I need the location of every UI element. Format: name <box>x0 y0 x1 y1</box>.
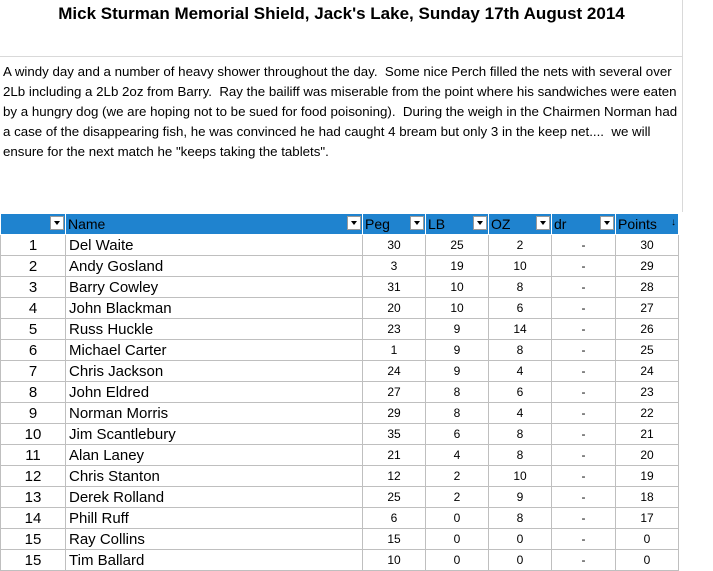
points-cell: 23 <box>616 382 679 403</box>
points-cell: 18 <box>616 487 679 508</box>
oz-cell: 6 <box>489 382 552 403</box>
table-row <box>1 340 679 361</box>
peg-cell: 21 <box>363 445 426 466</box>
table-row <box>1 445 679 466</box>
peg-cell: 31 <box>363 277 426 298</box>
peg-cell: 20 <box>363 298 426 319</box>
peg-cell: 35 <box>363 424 426 445</box>
dr-cell: - <box>552 277 616 298</box>
dr-cell: - <box>552 529 616 550</box>
oz-cell: 8 <box>489 277 552 298</box>
angler-name-cell: Jim Scantlebury <box>66 424 363 445</box>
dr-cell: - <box>552 256 616 277</box>
oz-cell: 10 <box>489 466 552 487</box>
points-cell: 24 <box>616 361 679 382</box>
angler-name-cell: John Eldred <box>66 382 363 403</box>
match-description: A windy day and a number of heavy shower throughout the day. Some nice Perch filled the nets with several over 2Lb including a 2Lb 2oz from Barry. Ray the bailiff was miserable from the point where his sandwiches were eaten by a hungry dog (we are hoping not to be sued for food poisoning). During the weigh in the Chairmen Norman had a case of the disappearing fish, he was convinced he had caught 4 bream but only 3 in the keep net.... we will ensure for the next match he "keeps taking the tablets". <box>3 64 681 159</box>
lb-cell: 6 <box>426 424 489 445</box>
points-cell: 27 <box>616 298 679 319</box>
position-cell: 14 <box>1 508 66 529</box>
oz-cell: 8 <box>489 445 552 466</box>
oz-cell: 10 <box>489 256 552 277</box>
angler-name-cell: Ray Collins <box>66 529 363 550</box>
column-header-lb: LB <box>426 214 489 235</box>
table-row <box>1 277 679 298</box>
peg-cell: 27 <box>363 382 426 403</box>
dr-cell: - <box>552 466 616 487</box>
table-header-row <box>1 214 679 235</box>
peg-cell: 29 <box>363 403 426 424</box>
dr-cell: - <box>552 298 616 319</box>
table-row <box>1 424 679 445</box>
peg-cell: 23 <box>363 319 426 340</box>
angler-name-cell: John Blackman <box>66 298 363 319</box>
position-cell: 8 <box>1 382 66 403</box>
column-header-name: Name <box>66 214 363 235</box>
dr-cell: - <box>552 487 616 508</box>
dr-cell: - <box>552 361 616 382</box>
position-cell: 12 <box>1 466 66 487</box>
position-cell: 13 <box>1 487 66 508</box>
lb-cell: 0 <box>426 508 489 529</box>
oz-cell: 0 <box>489 550 552 571</box>
angler-name-cell: Russ Huckle <box>66 319 363 340</box>
angler-name-cell: Del Waite <box>66 235 363 256</box>
filter-dropdown-icon[interactable] <box>473 216 487 230</box>
angler-name-cell: Michael Carter <box>66 340 363 361</box>
oz-cell: 4 <box>489 403 552 424</box>
table-row <box>1 298 679 319</box>
position-cell: 15 <box>1 529 66 550</box>
filter-dropdown-icon[interactable] <box>600 216 614 230</box>
position-cell: 2 <box>1 256 66 277</box>
dr-cell: - <box>552 319 616 340</box>
lb-cell: 2 <box>426 466 489 487</box>
filter-dropdown-icon[interactable] <box>410 216 424 230</box>
lb-cell: 4 <box>426 445 489 466</box>
table-row <box>1 550 679 571</box>
points-cell: 19 <box>616 466 679 487</box>
dr-cell: - <box>552 550 616 571</box>
lb-cell: 0 <box>426 550 489 571</box>
oz-cell: 14 <box>489 319 552 340</box>
dr-cell: - <box>552 382 616 403</box>
angler-name-cell: Alan Laney <box>66 445 363 466</box>
points-cell: 21 <box>616 424 679 445</box>
dr-cell: - <box>552 424 616 445</box>
points-cell: 17 <box>616 508 679 529</box>
lb-cell: 9 <box>426 361 489 382</box>
points-cell: 0 <box>616 529 679 550</box>
lb-cell: 9 <box>426 319 489 340</box>
dr-cell: - <box>552 340 616 361</box>
filter-dropdown-icon[interactable] <box>536 216 550 230</box>
position-cell: 4 <box>1 298 66 319</box>
dr-cell: - <box>552 403 616 424</box>
table-row <box>1 508 679 529</box>
position-cell: 11 <box>1 445 66 466</box>
table-row <box>1 403 679 424</box>
page-title: Mick Sturman Memorial Shield, Jack's Lake, Sunday 17th August 2014 <box>58 4 625 23</box>
points-cell: 20 <box>616 445 679 466</box>
points-cell: 28 <box>616 277 679 298</box>
peg-cell: 1 <box>363 340 426 361</box>
oz-cell: 4 <box>489 361 552 382</box>
points-cell: 30 <box>616 235 679 256</box>
oz-cell: 6 <box>489 298 552 319</box>
oz-cell: 9 <box>489 487 552 508</box>
table-row <box>1 235 679 256</box>
peg-cell: 3 <box>363 256 426 277</box>
position-cell: 3 <box>1 277 66 298</box>
table-row <box>1 529 679 550</box>
oz-cell: 2 <box>489 235 552 256</box>
peg-cell: 24 <box>363 361 426 382</box>
lb-cell: 2 <box>426 487 489 508</box>
oz-cell: 8 <box>489 424 552 445</box>
oz-cell: 8 <box>489 340 552 361</box>
filter-dropdown-icon[interactable] <box>50 216 64 230</box>
angler-name-cell: Chris Jackson <box>66 361 363 382</box>
points-cell: 26 <box>616 319 679 340</box>
position-cell: 7 <box>1 361 66 382</box>
points-cell: 25 <box>616 340 679 361</box>
column-header-points: Points ↓ <box>616 214 679 235</box>
points-cell: 29 <box>616 256 679 277</box>
column-header-position <box>1 214 66 235</box>
lb-cell: 10 <box>426 277 489 298</box>
position-cell: 1 <box>1 235 66 256</box>
angler-name-cell: Norman Morris <box>66 403 363 424</box>
lb-cell: 8 <box>426 403 489 424</box>
points-cell: 22 <box>616 403 679 424</box>
peg-cell: 25 <box>363 487 426 508</box>
column-header-dr: dr <box>552 214 616 235</box>
table-row <box>1 487 679 508</box>
points-cell: 0 <box>616 550 679 571</box>
oz-cell: 8 <box>489 508 552 529</box>
peg-cell: 15 <box>363 529 426 550</box>
position-cell: 10 <box>1 424 66 445</box>
angler-name-cell: Chris Stanton <box>66 466 363 487</box>
table-row <box>1 361 679 382</box>
position-cell: 6 <box>1 340 66 361</box>
position-cell: 15 <box>1 550 66 571</box>
position-cell: 5 <box>1 319 66 340</box>
lb-cell: 8 <box>426 382 489 403</box>
oz-cell: 0 <box>489 529 552 550</box>
table-row <box>1 466 679 487</box>
filter-dropdown-icon[interactable] <box>347 216 361 230</box>
results-table <box>0 213 679 571</box>
angler-name-cell: Barry Cowley <box>66 277 363 298</box>
peg-cell: 12 <box>363 466 426 487</box>
peg-cell: 30 <box>363 235 426 256</box>
angler-name-cell: Derek Rolland <box>66 487 363 508</box>
peg-cell: 10 <box>363 550 426 571</box>
lb-cell: 0 <box>426 529 489 550</box>
angler-name-cell: Andy Gosland <box>66 256 363 277</box>
lb-cell: 19 <box>426 256 489 277</box>
sort-descending-icon[interactable]: ↓ <box>671 217 676 228</box>
lb-cell: 10 <box>426 298 489 319</box>
table-row <box>1 319 679 340</box>
angler-name-cell: Tim Ballard <box>66 550 363 571</box>
table-row <box>1 382 679 403</box>
angler-name-cell: Phill Ruff <box>66 508 363 529</box>
peg-cell: 6 <box>363 508 426 529</box>
lb-cell: 9 <box>426 340 489 361</box>
dr-cell: - <box>552 235 616 256</box>
column-header-peg: Peg <box>363 214 426 235</box>
table-row <box>1 256 679 277</box>
dr-cell: - <box>552 445 616 466</box>
column-header-oz: OZ <box>489 214 552 235</box>
lb-cell: 25 <box>426 235 489 256</box>
dr-cell: - <box>552 508 616 529</box>
position-cell: 9 <box>1 403 66 424</box>
